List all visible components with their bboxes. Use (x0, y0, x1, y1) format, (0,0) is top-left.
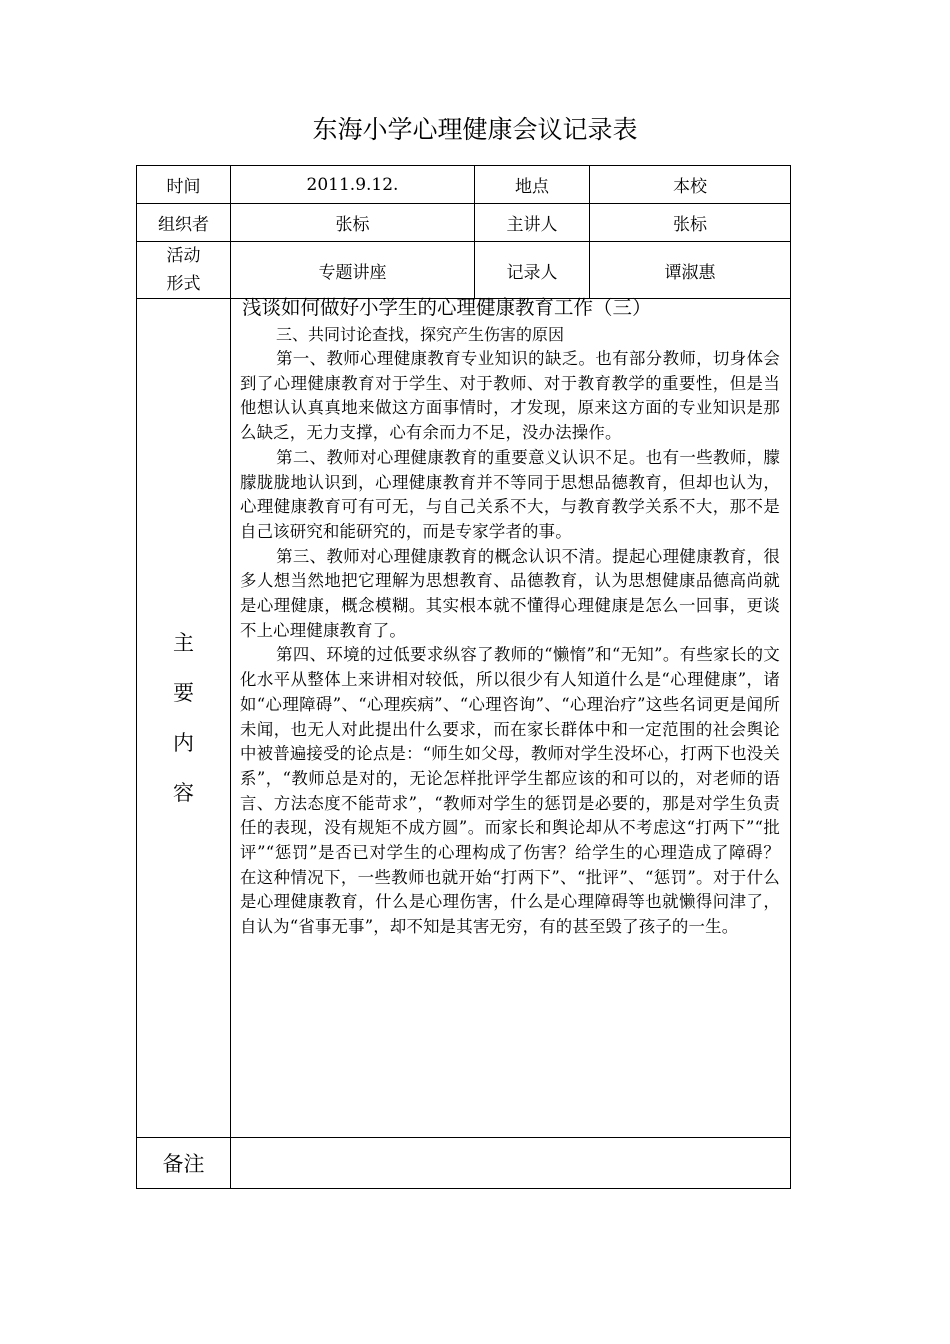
speaker-value: 张标 (590, 204, 791, 242)
recorder-value: 谭淑惠 (590, 242, 791, 299)
note-label: 备注 (137, 1138, 231, 1189)
row-activity-form (137, 242, 791, 299)
main-content-label (137, 299, 231, 1138)
form-value: 专题讲座 (231, 242, 475, 299)
main-label-char: 容 (173, 781, 194, 805)
main-label-char: 要 (173, 681, 194, 705)
form-label-line2: 形式 (166, 274, 201, 294)
row-notes (137, 1138, 791, 1189)
organizer-value: 张标 (231, 204, 475, 242)
place-value: 本校 (590, 166, 791, 204)
content-paragraph: 第四、环境的过低要求纵容了教师的“懒惰”和“无知”。有些家长的文化水平从整体上来讲相对较低，所以很少有人知道什么是“心理健康”，诸如“心理障碍”、“心理疾病”、“心理咨询”、“心理治疗”这些名词更是闻所未闻，也无人对此提出什么要求，而在家长群体中和一定范围的社会舆论中被普遍接受的论点是：“师生如父母，教师对学生没坏心，打两下也没关系”，“教师总是对的，无论怎样批评学生都应该的和可以的，对老师的语言、方法态度不能苛求”，“教师对学生的惩罚是必要的，那是对学生负责任的表现，没有规矩不成方圆”。而家长和舆论却从不考虑这“打两下”“批评”“惩罚”是否已对学生的心理构成了伤害？给学生的心理造成了障碍？在这种情况下，一些教师也就开始“打两下”、“批评”、“惩罚”。对于什么是心理健康教育，什么是心理伤害，什么是心理障碍等也就懒得问津了，自认为“省事无事”，却不知是其害无穷，有的甚至毁了孩子的一生。 (240, 645, 780, 937)
content-subheading: 三、共同讨论查找，探究产生伤害的原因 (276, 325, 565, 344)
main-content-body (231, 296, 791, 1138)
main-label-char: 内 (173, 731, 194, 755)
meeting-record-table (136, 165, 791, 1189)
main-label-char: 主 (173, 631, 194, 655)
time-value: 2011.9.12. (231, 166, 475, 204)
place-label: 地点 (475, 166, 590, 204)
organizer-label: 组织者 (137, 204, 231, 242)
form-label (137, 242, 231, 299)
speaker-label: 主讲人 (475, 204, 590, 242)
content-paragraph: 第二、教师对心理健康教育的重要意义认识不足。也有一些教师，朦朦胧胧地认识到，心理健康教育并不等同于思想品德教育，但却也认为，心理健康教育可有可无，与自己关系不大，与教育教学关系不大，那不是自己该研究和能研究的，而是专家学者的事。 (240, 447, 780, 541)
row-organizer (137, 204, 791, 242)
content-heading: 浅谈如何做好小学生的心理健康教育工作（三） (242, 296, 652, 319)
content-paragraph: 第三、教师对心理健康教育的概念认识不清。提起心理健康教育，很多人想当然地把它理解为思想教育、品德教育，认为思想健康品德高尚就是心理健康，概念模糊。其实根本就不懂得心理健康是怎么一回事，更谈不上心理健康教育了。 (240, 546, 780, 640)
note-value (231, 1138, 791, 1189)
time-label: 时间 (137, 166, 231, 204)
row-time (137, 166, 791, 204)
document-title: 东海小学心理健康会议记录表 (312, 115, 638, 144)
recorder-label: 记录人 (475, 242, 590, 299)
content-paragraph: 第一、教师心理健康教育专业知识的缺乏。也有部分教师，切身体会到了心理健康教育对于学生、对于教师、对于教育教学的重要性，但是当他想认认真真地来做这方面事情时，才发现，原来这方面的专业知识是那么缺乏，无力支撑，心有余而力不足，没办法操作。 (240, 349, 780, 443)
row-main-content (137, 299, 791, 1138)
form-label-line1: 活动 (166, 246, 201, 266)
